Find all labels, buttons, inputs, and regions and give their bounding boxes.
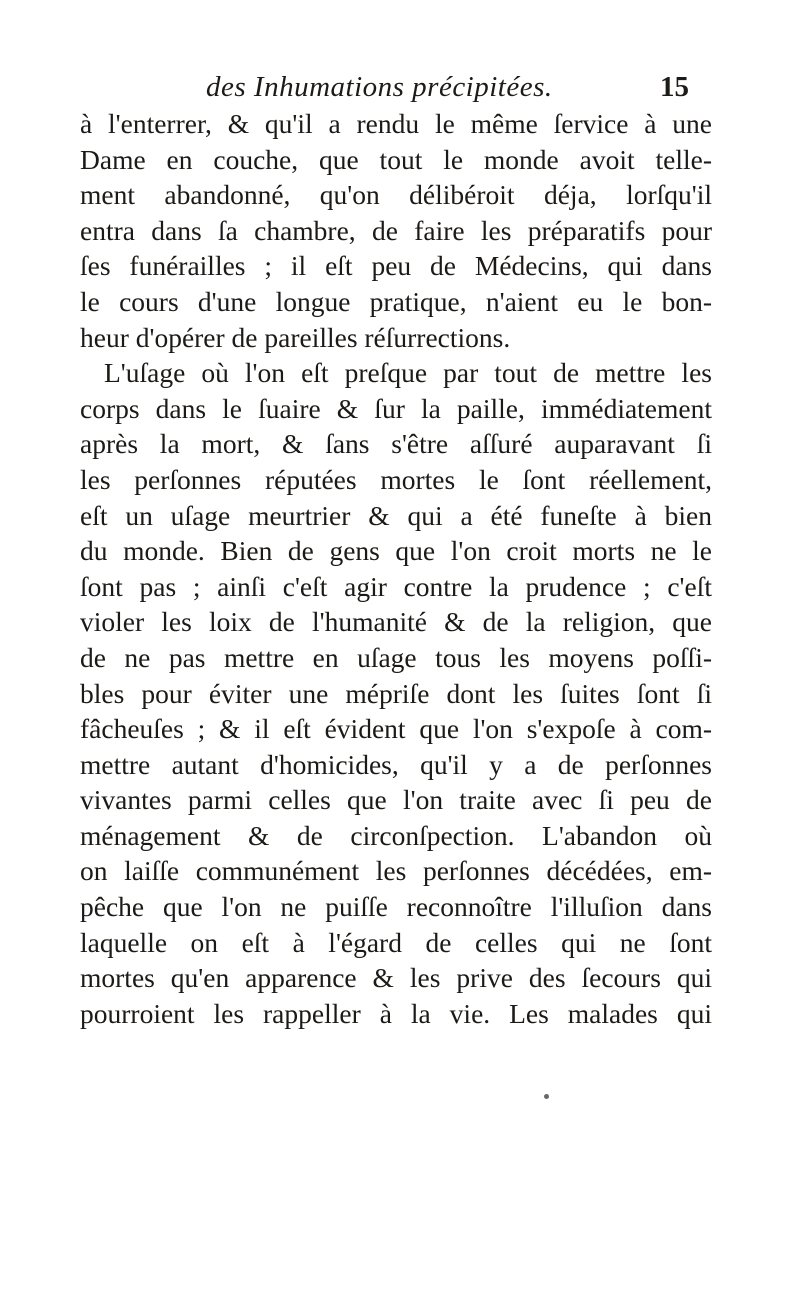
text-line: les perſonnes réputées mortes le ſont réellement, — [80, 463, 712, 495]
text-line: heur d'opérer de pareilles réſurrections. — [80, 321, 511, 353]
text-line: vivantes parmi celles que l'on traite avec ſi peu de — [80, 784, 712, 816]
text-line: le cours d'une longue pratique, n'aient eu le bon- — [80, 285, 712, 317]
text-line: laquelle on eſt à l'égard de celles qui ne ſont — [80, 926, 712, 958]
text-line: après la mort, & ſans s'être aſſuré auparavant ſi — [80, 428, 712, 460]
text-line: pêche que l'on ne puiſſe reconnoître l'illuſion dans — [80, 891, 712, 923]
text-line: pourroient les rappeller à la vie. Les malades qui — [80, 997, 712, 1029]
text-line: entra dans ſa chambre, de faire les préparatifs pour — [80, 214, 712, 246]
text-line: violer les loix de l'humanité & de la religion, que — [80, 606, 712, 638]
body-text — [80, 106, 712, 1031]
text-line: ment abandonné, qu'on délibéroit déja, lorſqu'il — [80, 179, 712, 211]
text-line: eſt un uſage meurtrier & qui a été funeſte à bien — [80, 499, 712, 531]
text-line: Dame en couche, que tout le monde avoit telle- — [80, 143, 712, 175]
text-line: mortes qu'en apparence & les prive des ſecours qui — [80, 962, 712, 994]
running-head: des Inhumations précipitées. — [206, 71, 553, 103]
text-line: bles pour éviter une mépriſe dont les ſuites ſont ſi — [80, 677, 712, 709]
page-number: 15 — [660, 71, 689, 103]
text-line: corps dans le ſuaire & ſur la paille, immédiatement — [80, 392, 712, 424]
text-line: à l'enterrer, & qu'il a rendu le même ſervice à une — [80, 108, 712, 139]
text-line: ménagement & de circonſpection. L'abandon où — [80, 819, 712, 851]
text-line: L'uſage où l'on eſt preſque par tout de mettre les — [104, 357, 712, 389]
text-line: mettre autant d'homicides, qu'il y a de perſonnes — [80, 748, 712, 780]
ink-speck — [544, 1094, 549, 1099]
text-line: on laiſſe communément les perſonnes décédées, em- — [80, 855, 712, 887]
text-line: ſont pas ; ainſi c'eſt agir contre la prudence ; c'eſt — [80, 570, 712, 602]
text-line: ſes funérailles ; il eſt peu de Médecins, qui dans — [80, 250, 712, 282]
text-line: du monde. Bien de gens que l'on croit morts ne le — [80, 535, 712, 567]
text-line: de ne pas mettre en uſage tous les moyens poſſi- — [80, 641, 712, 673]
text-line: fâcheuſes ; & il eſt évident que l'on s'expoſe à com- — [80, 713, 712, 745]
